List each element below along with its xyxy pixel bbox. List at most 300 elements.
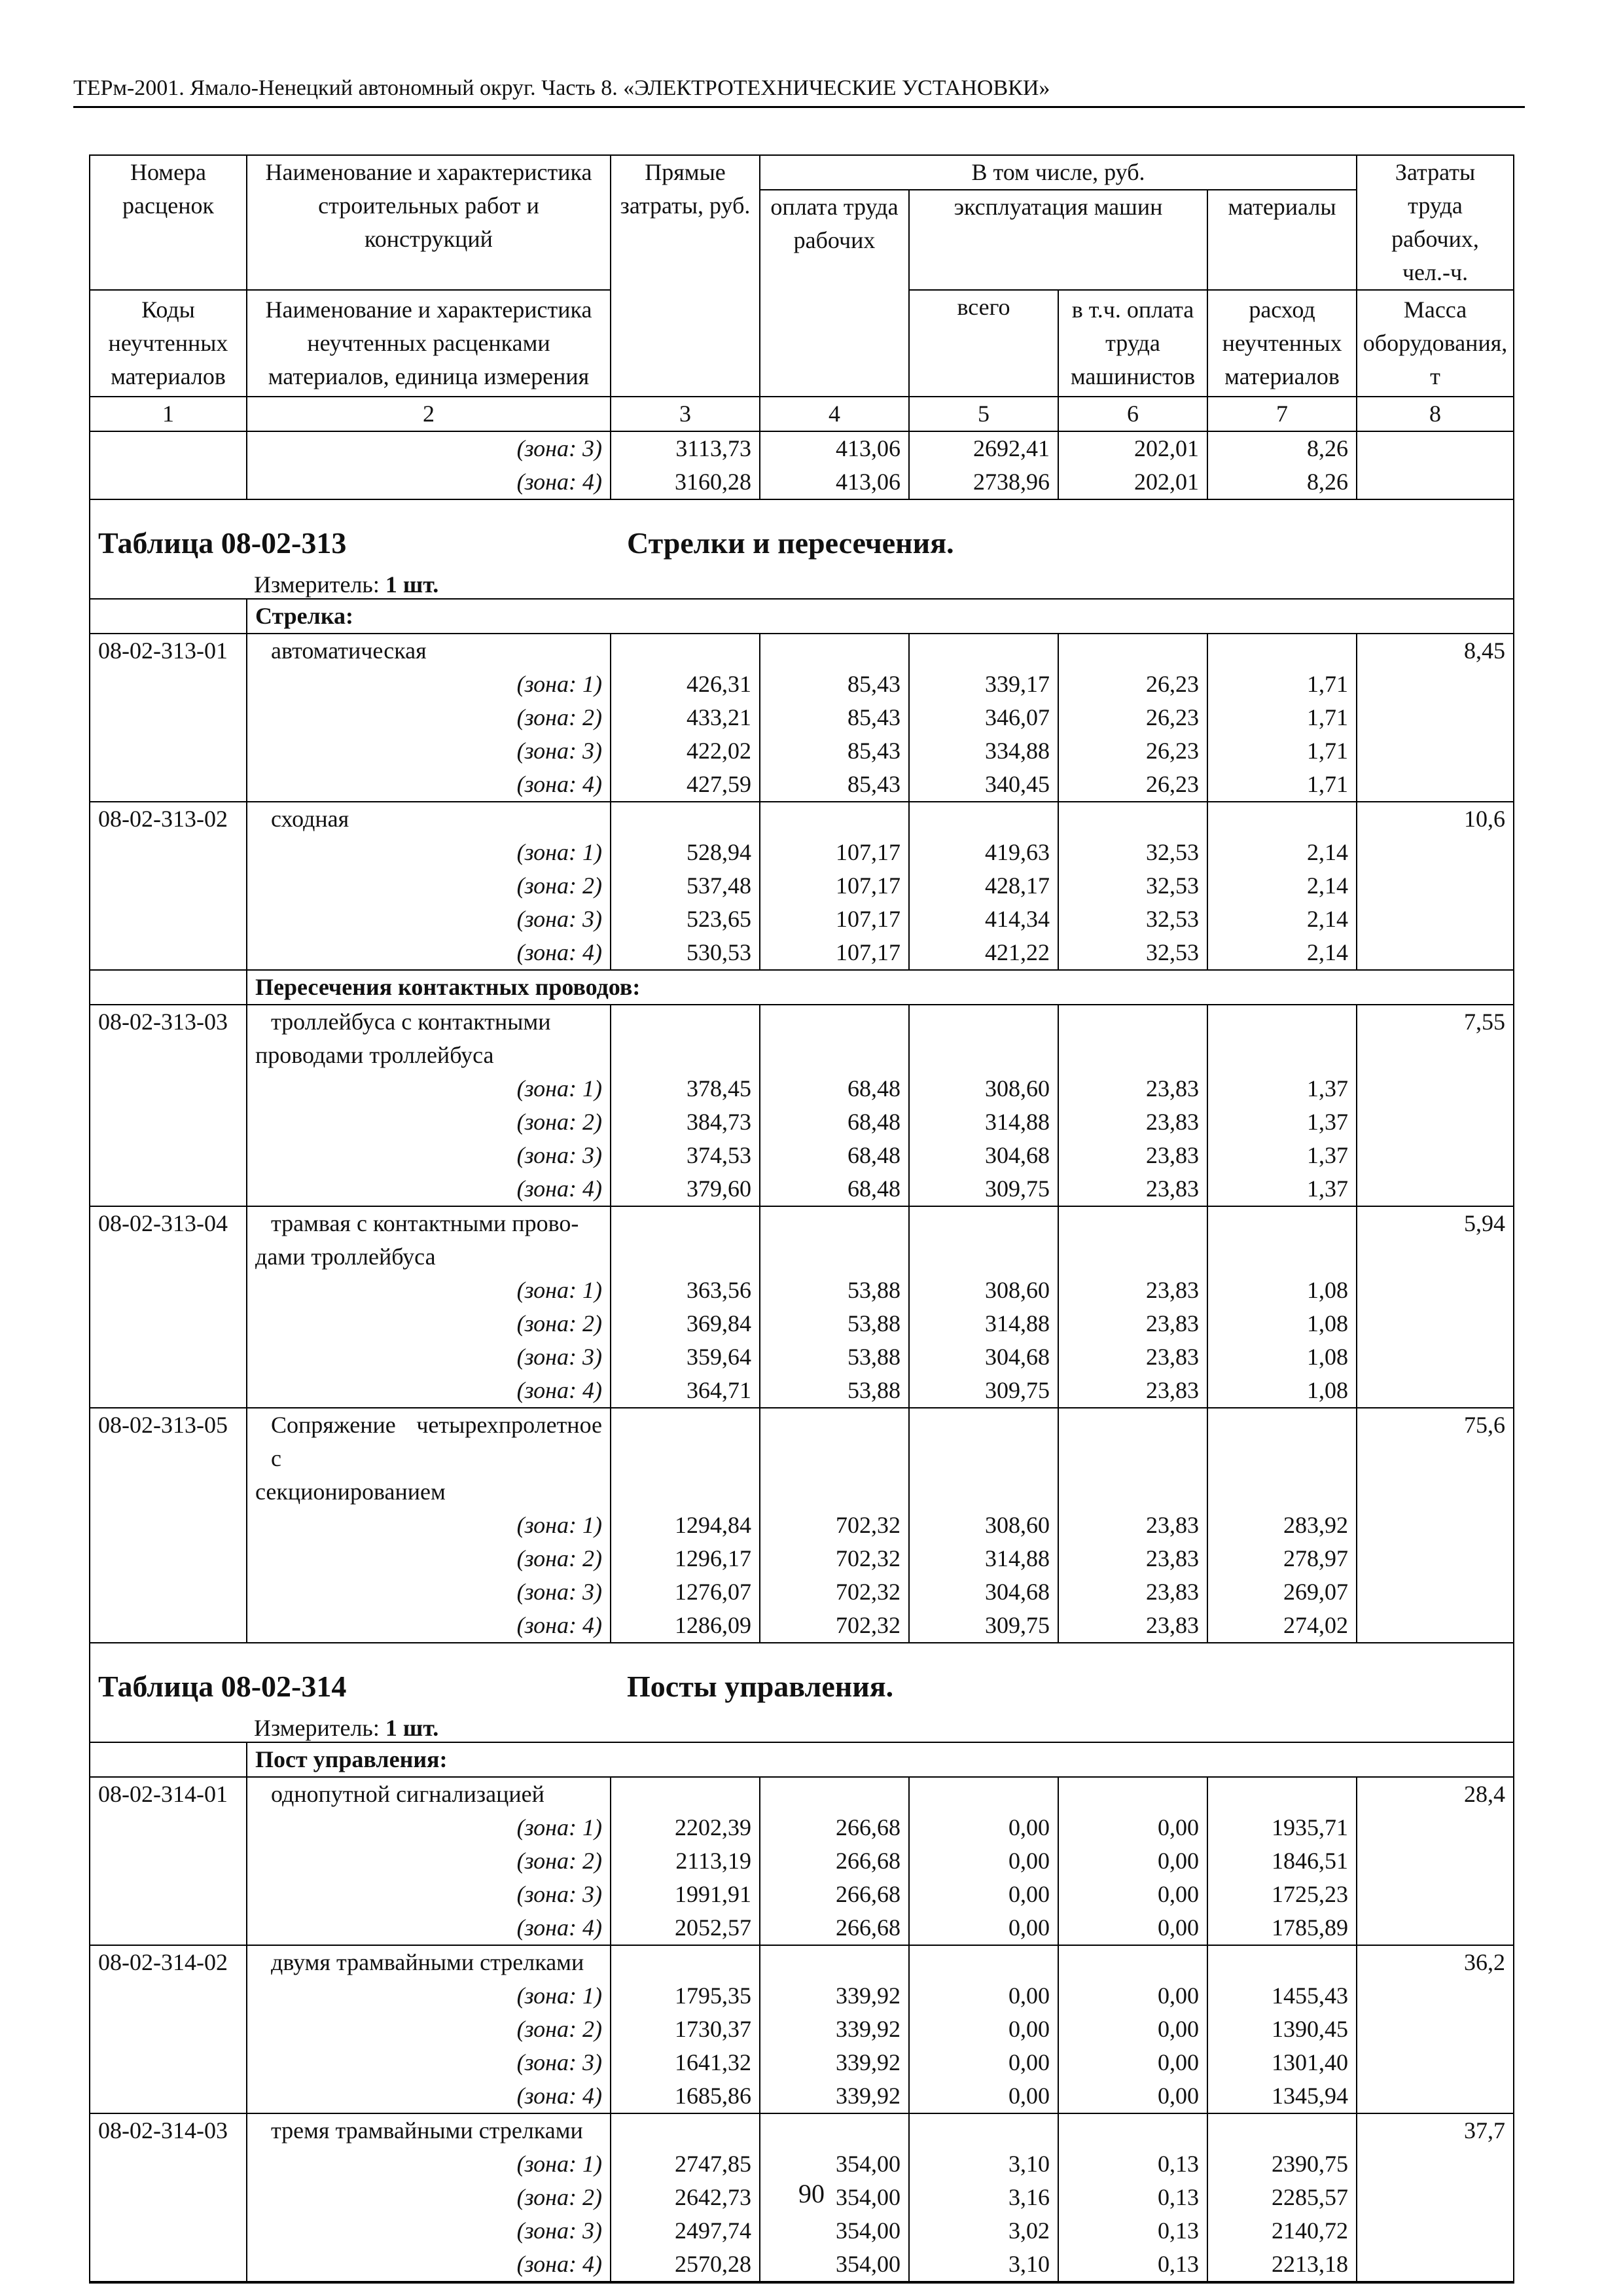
value-cell: 0,00 [909, 1811, 1058, 1844]
value-cell: 0,00 [909, 2079, 1058, 2113]
value-cell: 528,94 [611, 836, 760, 869]
value-cell: 3,10 [909, 2147, 1058, 2181]
value-cell [760, 1206, 909, 1240]
value-cell: 1,08 [1207, 1274, 1357, 1307]
table-title: Стрелки и пересечения. [627, 526, 954, 560]
group-label: Пересечения контактных проводов: [247, 970, 1514, 1005]
unit-prefix: Измеритель: [254, 571, 385, 598]
table-title: Посты управления. [627, 1670, 894, 1703]
item-row-continued [90, 1475, 1514, 1509]
table-title-cell [90, 499, 1514, 599]
value-cell: 314,88 [909, 1105, 1058, 1139]
value-cell: 1,71 [1207, 668, 1357, 701]
value-cell: 1935,71 [1207, 1811, 1357, 1844]
code-cell [90, 2214, 247, 2248]
code-cell [90, 1240, 247, 1274]
zone-row [90, 1811, 1514, 1844]
value-cell: 269,07 [1207, 1575, 1357, 1609]
code-cell [90, 1878, 247, 1911]
value-cell [1207, 1206, 1357, 1240]
value-cell: 1,37 [1207, 1139, 1357, 1172]
value-cell: 421,22 [909, 936, 1058, 970]
value-cell [760, 1945, 909, 1979]
value-cell [1058, 1945, 1207, 1979]
value-cell [1058, 1408, 1207, 1475]
col-header-material-names: Наименование и характеристика неучтенных расценками материалов, единица измерения [247, 290, 611, 397]
unit-value: 1 шт. [385, 571, 439, 598]
col-header-machines-labor: в т.ч. оплата труда машинистов [1058, 290, 1207, 397]
value-cell [611, 1408, 760, 1475]
zone-row [90, 2214, 1514, 2248]
value-cell: 1785,89 [1207, 1911, 1357, 1945]
zone-row [90, 1542, 1514, 1575]
item-row [90, 802, 1514, 836]
zone-label: (зона: 3) [247, 1340, 611, 1374]
value-cell: 702,32 [760, 1609, 909, 1643]
labor-cell [1357, 2046, 1514, 2079]
code-cell [90, 869, 247, 903]
value-cell [611, 1945, 760, 1979]
value-cell: 0,00 [1058, 1878, 1207, 1911]
value-cell: 374,53 [611, 1139, 760, 1172]
value-cell: 414,34 [909, 903, 1058, 936]
value-cell: 2140,72 [1207, 2214, 1357, 2248]
table-title-row [90, 499, 1514, 599]
code-cell [90, 768, 247, 802]
code-cell [90, 836, 247, 869]
value-cell: 339,92 [760, 2013, 909, 2046]
labor-cell [1357, 1509, 1514, 1542]
zone-label: (зона: 4) [247, 936, 611, 970]
value-cell: 413,06 [760, 431, 909, 465]
code-cell [90, 2248, 247, 2282]
code-cell [90, 2147, 247, 2181]
value-cell [909, 2113, 1058, 2147]
zone-row [90, 936, 1514, 970]
rate-code: 08-02-313-04 [90, 1206, 247, 1240]
zone-label: (зона: 4) [247, 2248, 611, 2282]
value-cell: 314,88 [909, 1307, 1058, 1340]
zone-row [90, 1374, 1514, 1408]
table-title-cell [90, 1643, 1514, 1742]
labor-cell [1357, 1274, 1514, 1307]
code-cell [90, 970, 247, 1005]
value-cell: 53,88 [760, 1274, 909, 1307]
value-cell: 2285,57 [1207, 2181, 1357, 2214]
table-title-block [90, 1643, 1513, 1742]
unit-value: 1 шт. [385, 1715, 439, 1741]
value-cell [909, 1408, 1058, 1475]
labor-cell [1357, 903, 1514, 936]
value-cell [760, 1039, 909, 1072]
value-cell: 274,02 [1207, 1609, 1357, 1643]
value-cell: 1991,91 [611, 1878, 760, 1911]
value-cell [1058, 1777, 1207, 1811]
value-cell [1058, 634, 1207, 668]
item-name: сходная [247, 802, 611, 836]
rate-code: 08-02-313-03 [90, 1005, 247, 1039]
value-cell: 702,32 [760, 1575, 909, 1609]
value-cell: 433,21 [611, 701, 760, 734]
value-cell: 68,48 [760, 1172, 909, 1206]
col-header-incl: В том числе, руб. [760, 155, 1357, 190]
code-cell [90, 1742, 247, 1777]
value-cell: 32,53 [1058, 936, 1207, 970]
value-cell: 0,00 [909, 1844, 1058, 1878]
code-cell [90, 431, 247, 465]
zone-label: (зона: 2) [247, 2181, 611, 2214]
labor-cell [1357, 2147, 1514, 2181]
value-cell [760, 634, 909, 668]
value-cell [1207, 1475, 1357, 1509]
unit-prefix: Измеритель: [254, 1715, 385, 1741]
code-cell [90, 668, 247, 701]
value-cell: 107,17 [760, 836, 909, 869]
item-name-cont: секционированием [247, 1475, 611, 1509]
value-cell: 1,71 [1207, 734, 1357, 768]
value-cell: 1301,40 [1207, 2046, 1357, 2079]
table-unit [254, 1712, 438, 1745]
rate-code: 08-02-314-03 [90, 2113, 247, 2147]
value-cell [1207, 1777, 1357, 1811]
code-cell [90, 1072, 247, 1105]
zone-label: (зона: 1) [247, 1811, 611, 1844]
zone-row [90, 2013, 1514, 2046]
code-cell [90, 1374, 247, 1408]
value-cell: 354,00 [760, 2181, 909, 2214]
labor-cell [1357, 734, 1514, 768]
value-cell: 537,48 [611, 869, 760, 903]
value-cell: 379,60 [611, 1172, 760, 1206]
code-cell [90, 1475, 247, 1509]
value-cell: 309,75 [909, 1172, 1058, 1206]
labor-cell [1357, 1844, 1514, 1878]
zone-row [90, 1105, 1514, 1139]
value-cell: 1,37 [1207, 1172, 1357, 1206]
value-cell [1207, 1408, 1357, 1475]
zone-row [90, 1979, 1514, 2013]
zone-label: (зона: 2) [247, 869, 611, 903]
zone-label: (зона: 1) [247, 2147, 611, 2181]
value-cell: 1,71 [1207, 701, 1357, 734]
value-cell: 2692,41 [909, 431, 1058, 465]
value-cell: 68,48 [760, 1139, 909, 1172]
value-cell: 309,75 [909, 1609, 1058, 1643]
value-cell [611, 802, 760, 836]
labor-cell [1357, 936, 1514, 970]
value-cell: 428,17 [909, 869, 1058, 903]
value-cell: 1,08 [1207, 1374, 1357, 1408]
rate-code: 08-02-313-05 [90, 1408, 247, 1475]
value-cell: 266,68 [760, 1878, 909, 1911]
item-name-cont: проводами троллейбуса [247, 1039, 611, 1072]
code-cell [90, 2046, 247, 2079]
zone-row [90, 1340, 1514, 1374]
value-cell: 2,14 [1207, 936, 1357, 970]
value-cell: 702,32 [760, 1542, 909, 1575]
value-cell: 53,88 [760, 1307, 909, 1340]
col-number: 1 [90, 397, 247, 431]
value-cell: 3,10 [909, 2248, 1058, 2282]
value-cell [1207, 1945, 1357, 1979]
code-cell [90, 1274, 247, 1307]
zone-row [90, 2046, 1514, 2079]
value-cell: 2747,85 [611, 2147, 760, 2181]
item-name: троллейбуса с контактными [247, 1005, 611, 1039]
item-row [90, 1945, 1514, 1979]
value-cell: 53,88 [760, 1374, 909, 1408]
value-cell: 1345,94 [1207, 2079, 1357, 2113]
zone-row [90, 1609, 1514, 1643]
zone-label: (зона: 4) [247, 768, 611, 802]
value-cell [1058, 1475, 1207, 1509]
column-number-row [90, 397, 1514, 431]
value-cell [611, 1240, 760, 1274]
value-cell [611, 1005, 760, 1039]
value-cell: 266,68 [760, 1911, 909, 1945]
value-cell: 426,31 [611, 668, 760, 701]
zone-row [90, 1844, 1514, 1878]
value-cell: 413,06 [760, 465, 909, 499]
value-cell: 3160,28 [611, 465, 760, 499]
value-cell: 2642,73 [611, 2181, 760, 2214]
col-number: 5 [909, 397, 1058, 431]
value-cell: 339,92 [760, 2079, 909, 2113]
value-cell: 85,43 [760, 734, 909, 768]
value-cell: 23,83 [1058, 1072, 1207, 1105]
zone-label: (зона: 3) [247, 2214, 611, 2248]
value-cell: 0,13 [1058, 2248, 1207, 2282]
value-cell: 2390,75 [1207, 2147, 1357, 2181]
value-cell: 1296,17 [611, 1542, 760, 1575]
item-name: однопутной сигнализацией [247, 1777, 611, 1811]
labor-value: 37,7 [1357, 2113, 1514, 2147]
value-cell: 23,83 [1058, 1172, 1207, 1206]
value-cell: 266,68 [760, 1844, 909, 1878]
value-cell [611, 1206, 760, 1240]
value-cell: 308,60 [909, 1274, 1058, 1307]
table-number: Таблица 08-02-314 [98, 1670, 347, 1703]
price-table [89, 154, 1514, 2284]
labor-cell [1357, 836, 1514, 869]
col-header-material-codes: Коды неучтенных материалов [90, 290, 247, 397]
value-cell: 23,83 [1058, 1274, 1207, 1307]
value-cell [611, 634, 760, 668]
zone-label: (зона: 3) [247, 1878, 611, 1911]
code-cell [90, 1105, 247, 1139]
value-cell: 1685,86 [611, 2079, 760, 2113]
value-cell: 530,53 [611, 936, 760, 970]
value-cell: 1730,37 [611, 2013, 760, 2046]
labor-cell [1357, 668, 1514, 701]
code-cell [90, 1911, 247, 1945]
value-cell: 308,60 [909, 1509, 1058, 1542]
code-cell [90, 903, 247, 936]
value-cell: 283,92 [1207, 1509, 1357, 1542]
code-cell [90, 936, 247, 970]
zone-row [90, 903, 1514, 936]
value-cell: 26,23 [1058, 668, 1207, 701]
group-header-row [90, 599, 1514, 634]
zone-row [90, 836, 1514, 869]
value-cell: 1,08 [1207, 1307, 1357, 1340]
value-cell [1357, 1240, 1514, 1274]
value-cell: 304,68 [909, 1340, 1058, 1374]
value-cell: 23,83 [1058, 1609, 1207, 1643]
value-cell: 68,48 [760, 1105, 909, 1139]
value-cell: 304,68 [909, 1575, 1058, 1609]
zone-row [90, 431, 1514, 465]
code-cell [90, 2079, 247, 2113]
value-cell: 107,17 [760, 936, 909, 970]
value-cell: 2113,19 [611, 1844, 760, 1878]
zone-label: (зона: 4) [247, 1374, 611, 1408]
code-cell [90, 1979, 247, 2013]
labor-cell [1357, 1307, 1514, 1340]
zone-label: (зона: 4) [247, 465, 611, 499]
value-cell [760, 1408, 909, 1475]
value-cell: 339,92 [760, 1979, 909, 2013]
code-cell [90, 1307, 247, 1340]
value-cell: 0,00 [909, 2046, 1058, 2079]
labor-cell [1357, 1811, 1514, 1844]
value-cell: 26,23 [1058, 734, 1207, 768]
zone-row [90, 1139, 1514, 1172]
value-cell: 354,00 [760, 2147, 909, 2181]
labor-value: 36,2 [1357, 1945, 1514, 1979]
value-cell: 0,00 [909, 1878, 1058, 1911]
col-number: 4 [760, 397, 909, 431]
zone-row [90, 1878, 1514, 1911]
value-cell: 1455,43 [1207, 1979, 1357, 2013]
value-cell [1058, 1005, 1207, 1039]
col-number: 6 [1058, 397, 1207, 431]
col-header-codes: Номера расценок [90, 155, 247, 290]
labor-cell [1357, 2079, 1514, 2113]
item-name: трамвая с контактными прово- [247, 1206, 611, 1240]
value-cell: 32,53 [1058, 836, 1207, 869]
zone-label: (зона: 4) [247, 1911, 611, 1945]
value-cell: 0,00 [1058, 1911, 1207, 1945]
zone-label: (зона: 2) [247, 2013, 611, 2046]
table-unit [254, 568, 438, 601]
rate-code: 08-02-313-01 [90, 634, 247, 668]
value-cell: 85,43 [760, 668, 909, 701]
labor-cell [1357, 1374, 1514, 1408]
labor-cell [1357, 1979, 1514, 2013]
value-cell: 369,84 [611, 1307, 760, 1340]
value-cell: 202,01 [1058, 431, 1207, 465]
col-number: 3 [611, 397, 760, 431]
value-cell: 0,00 [909, 1979, 1058, 2013]
value-cell: 1,37 [1207, 1105, 1357, 1139]
col-number: 2 [247, 397, 611, 431]
zone-label: (зона: 3) [247, 1575, 611, 1609]
item-row [90, 1777, 1514, 1811]
value-cell: 427,59 [611, 768, 760, 802]
group-label: Пост управления: [247, 1742, 1514, 1777]
value-cell [909, 1475, 1058, 1509]
zone-row [90, 1307, 1514, 1340]
running-header: ТЕРм-2001. Ямало-Ненецкий автономный округ. Часть 8. «ЭЛЕКТРОТЕХНИЧЕСКИЕ УСТАНОВКИ» [73, 73, 1525, 108]
rate-code: 08-02-313-02 [90, 802, 247, 836]
value-cell: 3,02 [909, 2214, 1058, 2248]
item-row [90, 1005, 1514, 1039]
item-row [90, 1408, 1514, 1475]
value-cell [909, 1039, 1058, 1072]
code-cell [90, 1575, 247, 1609]
zone-label: (зона: 1) [247, 1979, 611, 2013]
col-header-materials: материалы [1207, 190, 1357, 290]
value-cell: 359,64 [611, 1340, 760, 1374]
code-cell [90, 734, 247, 768]
value-cell: 107,17 [760, 869, 909, 903]
value-cell: 1641,32 [611, 2046, 760, 2079]
value-cell: 1276,07 [611, 1575, 760, 1609]
table-title-row [90, 1643, 1514, 1742]
table-title-block [90, 500, 1513, 598]
zone-label: (зона: 3) [247, 431, 611, 465]
col-header-machines-total: всего [909, 290, 1058, 397]
header-row-1 [90, 155, 1514, 190]
value-cell: 339,17 [909, 668, 1058, 701]
labor-cell [1357, 2013, 1514, 2046]
value-cell: 0,00 [1058, 1844, 1207, 1878]
value-cell: 68,48 [760, 1072, 909, 1105]
zone-label: (зона: 1) [247, 836, 611, 869]
value-cell [909, 1206, 1058, 1240]
value-cell [760, 1240, 909, 1274]
item-row-continued [90, 1240, 1514, 1274]
value-cell: 0,13 [1058, 2181, 1207, 2214]
value-cell: 0,00 [1058, 1811, 1207, 1844]
value-cell: 1,08 [1207, 1340, 1357, 1374]
item-row [90, 2113, 1514, 2147]
zone-label: (зона: 2) [247, 701, 611, 734]
value-cell [909, 1945, 1058, 1979]
zone-row [90, 1911, 1514, 1945]
zone-label: (зона: 3) [247, 903, 611, 936]
zone-label: (зона: 3) [247, 734, 611, 768]
value-cell: 2497,74 [611, 2214, 760, 2248]
group-header-row [90, 1742, 1514, 1777]
zone-label: (зона: 4) [247, 2079, 611, 2113]
rate-code: 08-02-314-02 [90, 1945, 247, 1979]
zone-label: (зона: 2) [247, 1105, 611, 1139]
value-cell [909, 634, 1058, 668]
value-cell: 0,00 [909, 2013, 1058, 2046]
value-cell: 1294,84 [611, 1509, 760, 1542]
zone-row [90, 2248, 1514, 2282]
code-cell [90, 701, 247, 734]
value-cell [760, 2113, 909, 2147]
value-cell [1207, 1039, 1357, 1072]
value-cell: 1286,09 [611, 1609, 760, 1643]
value-cell: 1846,51 [1207, 1844, 1357, 1878]
value-cell: 308,60 [909, 1072, 1058, 1105]
item-row-continued [90, 1039, 1514, 1072]
value-cell [909, 1005, 1058, 1039]
value-cell [1207, 1240, 1357, 1274]
labor-cell [1357, 768, 1514, 802]
value-cell: 53,88 [760, 1340, 909, 1374]
value-cell [1207, 634, 1357, 668]
labor-cell [1357, 1609, 1514, 1643]
group-header-row [90, 970, 1514, 1005]
value-cell [760, 1475, 909, 1509]
value-cell: 8,26 [1207, 431, 1357, 465]
zone-label: (зона: 2) [247, 1542, 611, 1575]
